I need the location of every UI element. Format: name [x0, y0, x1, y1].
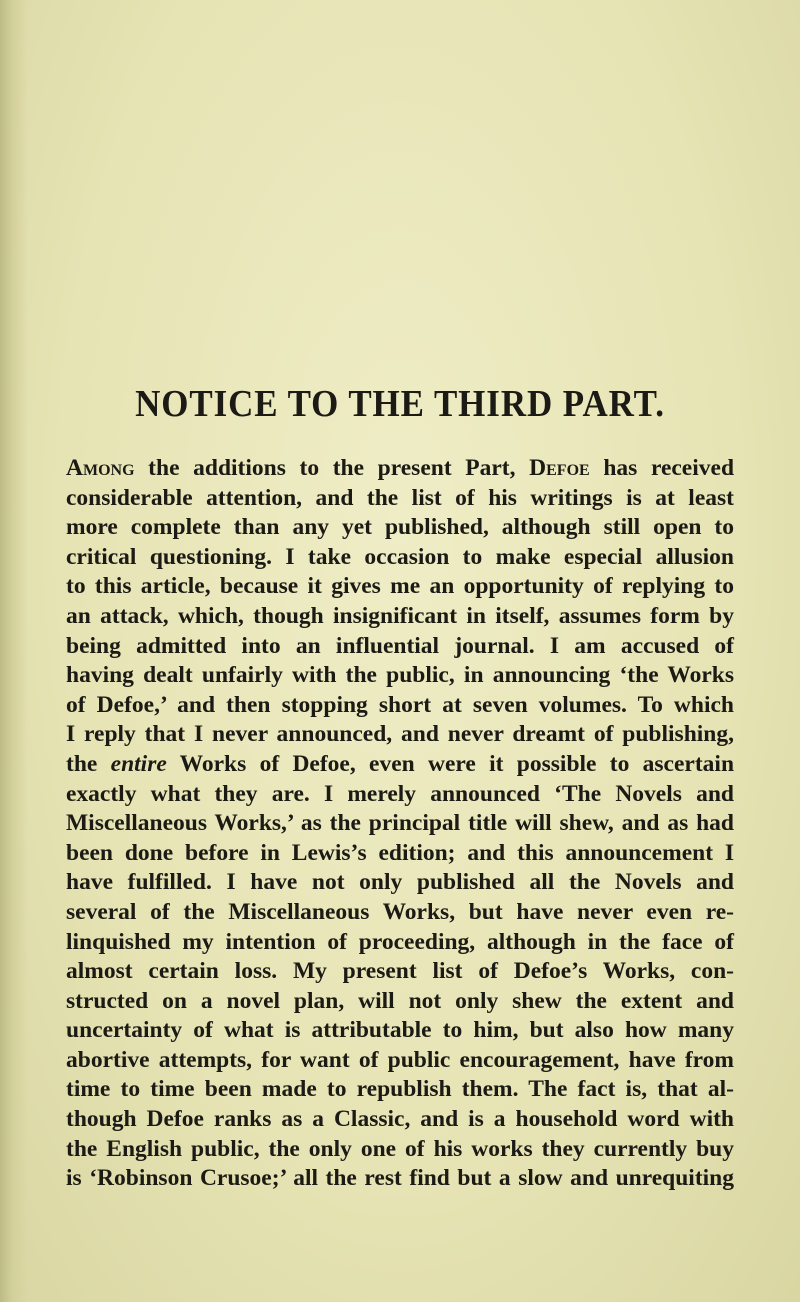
text-line: almost certain loss. My present list of Defoe’s Works, con- — [66, 958, 734, 985]
text-line: the English public, the only one of his works they currently buy — [66, 1135, 734, 1162]
text-line: having dealt unfairly with the public, in announcing ‘the Works — [66, 662, 734, 689]
text-line: several of the Miscellaneous Works, but have never even re- — [66, 898, 734, 925]
text-line: I reply that I never announced, and never dreamt of publishing, — [66, 721, 734, 748]
text-line: been done before in Lewis’s edition; and this announcement I — [66, 839, 734, 866]
text-line: more complete than any yet published, although still open to — [66, 514, 734, 541]
text-line: is ‘Robinson Crusoe;’ all the rest find but a slow and unrequiting — [66, 1165, 734, 1192]
body-paragraph — [66, 454, 734, 1194]
author-name: Defoe — [529, 455, 590, 481]
text-line: linquished my intention of proceeding, although in the face of — [66, 928, 734, 955]
page-title: NOTICE TO THE THIRD PART. — [135, 383, 665, 425]
text-line: though Defoe ranks as a Classic, and is a household word with — [66, 1106, 734, 1133]
text-line: of Defoe,’ and then stopping short at seven volumes. To which — [66, 691, 734, 718]
text-line: time to time been made to republish them. The fact is, that al- — [66, 1076, 734, 1103]
opening-word: Among — [66, 455, 135, 481]
text-line: critical questioning. I take occasion to make especial allusion — [66, 543, 734, 570]
text-line: abortive attempts, for want of public encouragement, have from — [66, 1046, 734, 1073]
text-line: uncertainty of what is attributable to him, but also how many — [66, 1017, 734, 1044]
text-line: Miscellaneous Works,’ as the principal title will shew, and as had — [66, 810, 734, 837]
text-line: considerable attention, and the list of his writings is at least — [66, 484, 734, 511]
page-binding-shadow — [0, 0, 28, 1302]
text-line: exactly what they are. I merely announced ‘The Novels and — [66, 780, 734, 807]
text-line: have fulfilled. I have not only published all the Novels and — [66, 869, 734, 896]
text-line: structed on a novel plan, will not only shew the extent and — [66, 987, 734, 1014]
text-line: an attack, which, though insignificant in itself, assumes form by — [66, 602, 734, 629]
text-line: to this article, because it gives me an opportunity of replying to — [66, 573, 734, 600]
emphasis-entire: entire — [110, 750, 167, 777]
text-line: Among the additions to the present Part, Defoe has received — [66, 455, 735, 481]
text-line: being admitted into an influential journal. I am accused of — [66, 632, 734, 659]
text-line: the entire Works of Defoe, even were it possible to ascertain — [66, 750, 735, 777]
